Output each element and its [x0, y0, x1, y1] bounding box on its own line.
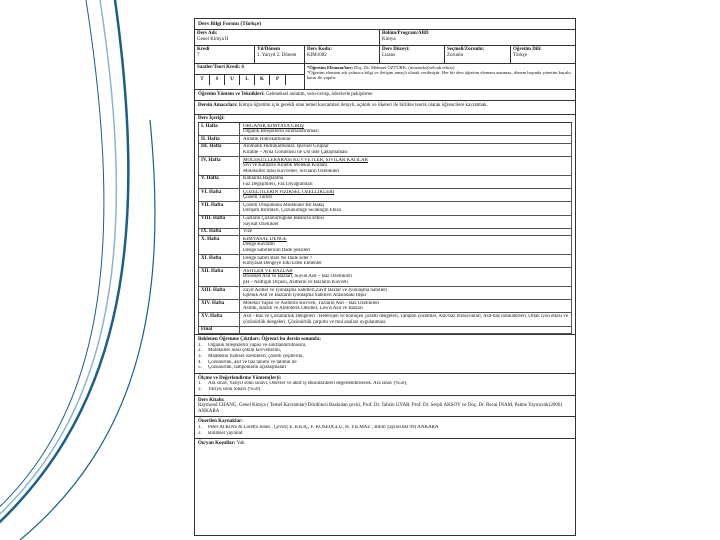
week-row: [198, 236, 572, 255]
year-cell: [255, 46, 305, 63]
week-topic: Kiralite – Ayna Görüntüsü ile Üst üste Çakışmaması: [243, 150, 348, 156]
week-topic: Çözelti Türleri: [243, 195, 273, 201]
week-label: V. Hafta: [198, 176, 240, 188]
level-label: Ders Düzeyi:: [382, 47, 410, 52]
ects-l: L: [240, 75, 255, 85]
week-topic: Faz Değişimleri, Faz Diyagramları: [243, 182, 313, 188]
prereq-text: Yok: [236, 441, 245, 447]
week-topic: Zayıf Asitler ve İyonlaşma Sabitleri,Zayıf Bazlar ve İyonlaşma Sabitleri: [243, 287, 388, 293]
week-topic: Kimyasal Dengeye Etki Eden Etmenler: [243, 261, 322, 267]
purpose-label: Dersin Amacı/ları:: [198, 102, 238, 108]
faculty-value: Kimya: [382, 36, 396, 42]
course-name-value: Genel Kimya II: [197, 36, 229, 42]
week-topics: [240, 327, 572, 334]
week-label: IX. Hafta: [198, 229, 240, 236]
week-row: [198, 300, 572, 313]
week-row: [198, 136, 572, 144]
outcome-item: 4. Çözünürlük, asit ve baz tanımı ve tahmin ile: [198, 359, 297, 365]
week-topic: Asit - Baz ve Çözünürlük Dengeleri : Heterojen ve homojen çözelti dengeleri, Tampon çözeltiler, Asit-baz titrasyonları, Asit-baz indikatörleri, Ortak iyon etkisi ve çözünürlük dengeleri, Çözünürlük çarpımı ve mol analize uygulanması.: [243, 313, 568, 325]
outcomes-block: [195, 334, 575, 373]
week-row: [198, 327, 572, 335]
week-topic: Organik Bileşiklerin Sınıflandırılması: [243, 129, 319, 135]
week-row: [198, 176, 572, 189]
code-cell: [305, 46, 380, 63]
week-topics: [240, 176, 572, 188]
method-label: Öğretim Yöntem ve Teknikleri:: [198, 92, 265, 97]
week-topic: Gazların Çözünürlüğüne Basıncın Etkisi: [243, 216, 324, 221]
outcomes-title: Beklenen Öğrenme Çıktıları: Öğrenci bu dersin sonunda;: [198, 337, 321, 343]
credit-label: Kredi: [197, 47, 210, 52]
week-row: [198, 216, 572, 229]
books-block: [195, 395, 575, 417]
assessment-block: [195, 373, 575, 395]
books-text: Raymond CHANG, Genel Kimya ( Temel Kavramlar) Dördüncü Baskıdan çeviri, Prof. Dr. Tahsin UYAR, Prof. Dr. Serpil AKSOY ve Doç. Dr. Recai İNAM, Palme Yayıncılık(2006) ANKARA: [198, 403, 563, 414]
week-topics: [240, 123, 572, 135]
language-value: Türkçe: [513, 52, 528, 58]
instructor-cell: [305, 64, 575, 89]
week-topic: Denge Sabitlerinin İfade Şekilleri: [243, 247, 311, 253]
ects-t: T: [195, 75, 210, 85]
week-label: XIII. Hafta: [198, 287, 240, 299]
week-row: [198, 123, 572, 136]
language-cell: [511, 46, 575, 63]
week-row: [198, 313, 572, 326]
type-cell: [445, 46, 511, 63]
outcome-item: 5. Çözünürlük, tamponların açıklaşmaları: [198, 365, 287, 371]
instructor-note: *Öğretim elemanı adı yalnızca bilgi ve iletişim amaçlı olarak verilmiştir. Her bir ders öğretim elemanı atanmaz, dönem başında yönetim kurulu karar ile yapılır.: [307, 70, 571, 81]
week-topic: Aromatik Hidrokarbonlar, İşlevsel Gruplar: [243, 144, 329, 150]
week-topics: [240, 255, 572, 267]
week-label: X. Hafta: [198, 236, 240, 254]
week-topic: Sıvı ve Katıların Kinetik Molekül Kuramı: [243, 163, 328, 169]
assessment-item: 1. Ara sınav, Yarıyıl sonu sınavı, Ödevler ve aktif iş etkinliklikleri değerlendirilecek. Ara sınav (%50),: [198, 381, 408, 387]
week-topics: [240, 300, 572, 312]
week-label: XV. Hafta: [198, 313, 240, 325]
week-label: I. Hafta: [198, 123, 240, 135]
assessment-item: 2. Yarıyıl sonu Sınavı (%50): [198, 386, 261, 392]
week-topic: Denge Kavramı: [243, 242, 275, 248]
week-topic: pH – Asitliğin Ölçüsü, Asitlerin ve Bazların Kuvveti: [243, 279, 348, 285]
week-label: XII. Hafta: [198, 268, 240, 286]
week-label: VI. Hafta: [198, 189, 240, 201]
weeks-title: Ders İçeriği:: [198, 115, 225, 121]
week-row: [198, 144, 572, 157]
course-name-label: Ders Adı:: [197, 31, 218, 36]
ects-k: K: [255, 75, 270, 85]
year-value: 1. Yarıyıl 2. Dönem: [257, 52, 297, 58]
resource-item: 2. Bilimsel yayınlar: [198, 430, 243, 436]
week-topic: Eşlenik Asit ve Bazların İyonlaşma Sabitleri Arasındaki İlişki: [243, 293, 367, 299]
week-topic: MOLEKÜLLERARASI KUVVETLER, SIVILAR KATILAR: [243, 157, 368, 163]
form-title: Ders Bilgi Formu (Türkçe): [195, 19, 575, 30]
week-topics: [240, 136, 572, 143]
ects-s: S: [210, 75, 225, 85]
week-topic: Moleküller arası Kuvvetler, Sıvıların Özellikleri: [243, 168, 340, 174]
method-value: Geleneksel anlatım, soru-cevap, ödevlerle pekiştirme: [266, 92, 373, 97]
decorative-curves: [0, 0, 170, 540]
faculty-cell: [380, 30, 575, 45]
week-topic: Molekül Yapısı ve Asitlerin Kuvveti, Tuzların Asit – Baz Özellikleri: [243, 300, 380, 306]
week-topic: KİMYASAL DENGE: [243, 236, 287, 242]
purpose-value: Kimya öğretimi için gerekli olan temel kavramları detaylı, açıklık ve ilkeleri ile birlikte teorik olarak öğrencilere kavratmak.: [238, 102, 488, 108]
week-topic: Asitlik, Bazlık ve Amfoterik Oksitler, Lewis Asit ve Bazları: [243, 306, 363, 312]
week-topic: Alifatik Hidrokarbonlar: [243, 136, 291, 142]
type-label: Seçmeli/Zorunlu:: [447, 47, 485, 52]
books-title: Ders Kitabı:: [198, 397, 225, 403]
hours-instructor-row: [195, 64, 575, 90]
ects-row: [195, 75, 304, 85]
instructor-label: *Öğretim Elemanı/ları:: [307, 65, 353, 70]
week-topic: Katılarda Bağlanma: [243, 176, 284, 182]
week-row: [198, 287, 572, 300]
week-row: [198, 189, 572, 202]
week-topic: ÇÖZELTİLERİN FİZİKSEL ÖZELLİKLERİ: [243, 189, 335, 195]
credit-cell: [195, 46, 255, 63]
outcome-item: 3. Maddenin fiziksel özellikleri, çözelti çeşitlerini,: [198, 353, 304, 359]
week-topics: [240, 229, 572, 236]
faculty-label: Bölüm/Program/ABD: [382, 31, 429, 36]
resources-block: [195, 416, 575, 438]
assessment-list: [198, 381, 572, 392]
outcome-item: 1. Organik bileşiklerin yapısı ve sınıflandırılmasını,: [198, 342, 307, 348]
prereq-title: Ön/yan Koşullar:: [198, 441, 236, 447]
decor-curve-2: [0, 0, 116, 540]
prereq-block: [195, 438, 575, 449]
outcome-item: 2. Moleküller arası çekim kuvvetlerini,: [198, 348, 282, 354]
course-info-form: [194, 18, 576, 536]
outcomes-list: [198, 343, 572, 371]
course-meta-row: [195, 46, 575, 64]
week-label: VIII. Hafta: [198, 216, 240, 228]
purpose-row: [195, 101, 575, 115]
ects-p: P: [270, 75, 286, 85]
course-name-cell: [195, 30, 380, 45]
week-row: [198, 202, 572, 215]
course-name-row: [195, 30, 575, 46]
week-label: III. Hafta: [198, 144, 240, 156]
week-topics: [240, 202, 572, 214]
week-label: Final: [198, 327, 240, 334]
week-topic: Çözelti Oluşumunu Moleküler Bir Bakış: [243, 202, 325, 208]
week-label: VII. Hafta: [198, 202, 240, 214]
code-value: KIM1002: [307, 52, 327, 58]
year-label: Yıl/Dönem: [257, 47, 281, 52]
week-topics: [240, 216, 572, 228]
method-row: [195, 90, 575, 101]
week-topics: [240, 157, 572, 175]
code-label: Ders Kodu:: [307, 47, 332, 52]
week-topic: ORGANİK KİMYAYA GİRİŞ: [243, 123, 304, 129]
hours-label: Saatler/Teori Kredi: 6: [195, 64, 304, 75]
assessment-title: Ölçme ve Değerlendirme Yöntem(ler)i:: [198, 375, 282, 381]
week-topic: ASİTLER VE BAZLAR: [243, 268, 293, 274]
week-label: IV. Hafta: [198, 157, 240, 175]
language-label: Öğretim Dili:: [513, 47, 542, 52]
decor-curve-1: [0, 0, 128, 540]
week-topics: [240, 268, 572, 286]
week-row: [198, 229, 572, 237]
ects-u: U: [225, 75, 240, 85]
resources-list: [198, 425, 572, 436]
week-topics: [240, 144, 572, 156]
week-topic: Derişim Birimleri, Çözünürlüğe Sıcaklığın Etkisi: [243, 208, 342, 214]
week-topics: [240, 236, 572, 254]
week-row: [198, 157, 572, 176]
resources-title: Önerilen Kaynaklar:: [198, 419, 243, 425]
week-topics: [240, 189, 572, 201]
week-topic: Vize: [243, 229, 253, 235]
week-row: [198, 255, 572, 268]
week-label: XIV. Hafta: [198, 300, 240, 312]
week-row: [198, 268, 572, 287]
instructor-value[interactable]: Doç. Dr. Mehmet ÖZTÜRK, (mozturk@selcuk.edu.tr): [354, 65, 455, 70]
week-topic: Denge Sabiti Bize Ne İfade Eder ?: [243, 255, 313, 261]
type-value: Zorunlu: [447, 52, 464, 58]
week-topic: Sayısal Özellikler: [243, 221, 279, 227]
week-label: II. Hafta: [198, 136, 240, 143]
week-topics: [240, 287, 572, 299]
weeks-table: [198, 122, 572, 334]
hours-cell: [195, 64, 305, 89]
level-cell: [380, 46, 445, 63]
week-topics: [240, 313, 572, 325]
week-topic: Bronsted Asit ve Bazları, Suyun Asit – Baz Özellikleri: [243, 274, 353, 280]
week-label: XI. Hafta: [198, 255, 240, 267]
resource-item: 1. Peter ATKINS & Loretta Jones , Çeviri( E. KILIÇ, F. KÖSEOĞLU, H. YILMAZ , Bilim yayıncılıkt 99) ANKARA: [198, 424, 439, 430]
level-value: Lisans: [382, 52, 396, 58]
credit-value: 7: [197, 52, 200, 58]
